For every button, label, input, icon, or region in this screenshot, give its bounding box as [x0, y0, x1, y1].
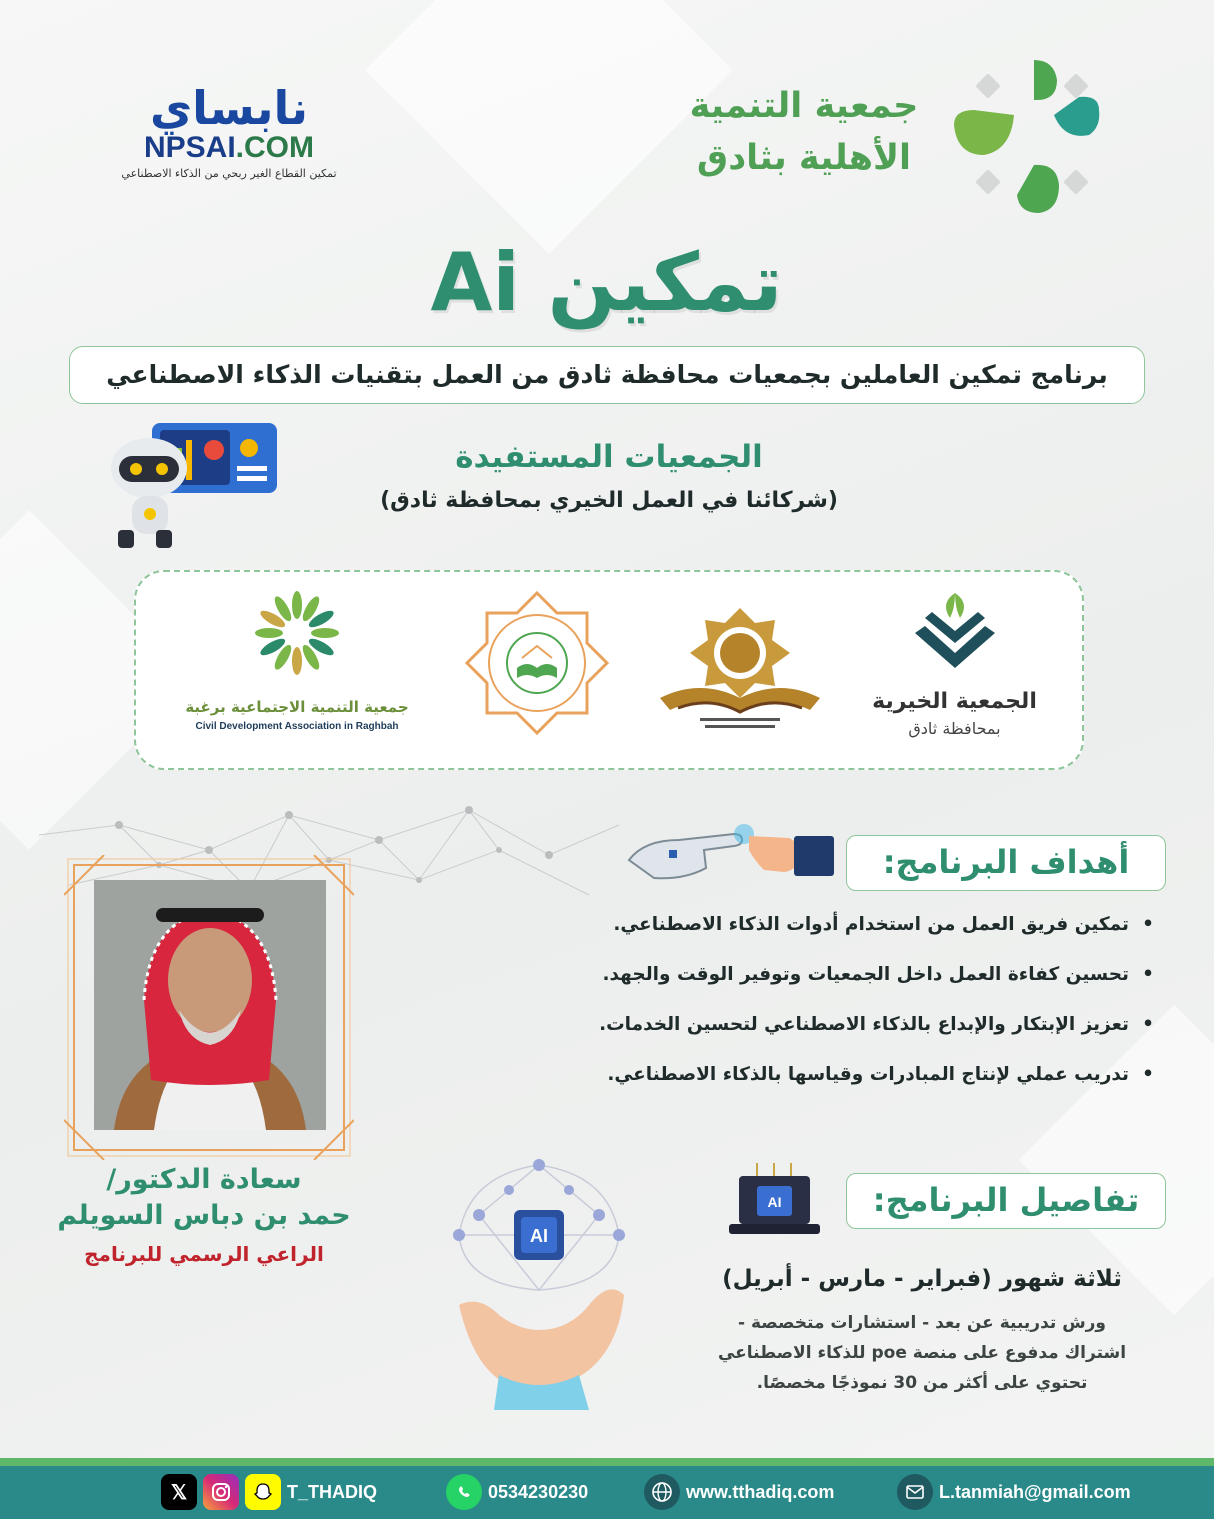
npsai-logo — [105, 81, 355, 195]
partners-panel — [135, 570, 1085, 770]
npsai-domain-tld: .COM — [236, 131, 315, 164]
sponsor-portrait-image — [95, 880, 327, 1130]
goal-text: تحسين كفاءة العمل داخل الجمعيات وتوفير الوقت والجهد. — [603, 964, 1130, 985]
bullet-icon: • — [1143, 1064, 1155, 1085]
raghbah-star-logo-icon — [253, 588, 343, 678]
npsai-domain — [105, 131, 355, 165]
partner-name: جمعية التنمية الاجتماعية برغبة — [186, 698, 410, 716]
goal-text: تمكين فريق العمل من استخدام أدوات الذكاء الاصطناعي. — [614, 914, 1130, 935]
ai-chip-hand-icon — [440, 1155, 640, 1415]
sponsor-title: سعادة الدكتور/ — [107, 1164, 303, 1195]
quran-book-logo-icon — [651, 588, 831, 738]
email-icon[interactable] — [898, 1474, 934, 1510]
association-name-line2: الأهلية بثادق — [697, 138, 913, 178]
email-address[interactable]: L.tanmiah@gmail.com — [940, 1481, 1132, 1502]
ai-chip-label: AI — [531, 1226, 549, 1246]
association-logo-icon — [940, 55, 1120, 225]
footer-accent-strip — [0, 1458, 1215, 1466]
beneficiaries-section — [300, 436, 920, 520]
partner-logo-charity-thadiq — [868, 588, 1043, 758]
npsai-domain-name: NPSAI — [144, 131, 237, 164]
association-name-line1: جمعية التنمية — [690, 86, 920, 126]
beneficiaries-subtitle: (شركائنا في العمل الخيري بمحافظة ثادق) — [381, 488, 839, 513]
whatsapp-icon[interactable] — [447, 1474, 483, 1510]
partner-logo-quran — [648, 588, 833, 758]
sponsor-role: الراعي الرسمي للبرنامج — [85, 1242, 325, 1266]
goal-text: تعزيز الإبتكار والإبداع بالذكاء الاصطناعي لتحسين الخدمات. — [600, 1014, 1130, 1035]
dawah-association-logo-icon — [463, 588, 613, 748]
snapchat-icon[interactable] — [246, 1474, 282, 1510]
sponsor-name: حمد بن دباس السويلم — [58, 1200, 352, 1231]
beneficiaries-title: الجمعيات المستفيدة — [456, 439, 764, 475]
details-line: تحتوي على أكثر من 30 نموذجًا مخصصًا. — [757, 1373, 1089, 1393]
goal-text: تدريب عملي لإنتاج المبادرات وقياسها بالذكاء الاصطناعي. — [608, 1064, 1130, 1085]
footer-phone[interactable] — [447, 1472, 589, 1512]
partner-logo-raghbah — [168, 588, 428, 758]
program-subtitle: برنامج تمكين العاملين بجمعيات محافظة ثادق من العمل بتقنيات الذكاء الاصطناعي — [107, 360, 1109, 389]
partner-name: الجمعية الخيرية — [873, 689, 1038, 714]
details-label: تفاصيل البرنامج: — [847, 1173, 1167, 1229]
partner-name-en: Civil Development Association in Raghbah — [196, 721, 400, 732]
program-details — [663, 1308, 1183, 1398]
website-url[interactable]: www.tthadiq.com — [687, 1481, 836, 1502]
x-twitter-icon[interactable]: 𝕏 — [162, 1474, 198, 1510]
goal-item — [500, 1050, 1160, 1100]
sponsor-photo — [95, 880, 327, 1130]
goals-label: أهداف البرنامج: — [847, 835, 1167, 891]
page-title: تمكين Ai — [431, 236, 784, 329]
footer-social[interactable] — [162, 1472, 378, 1512]
npsai-tagline: تمكين القطاع الغير ربحي من الذكاء الاصطناعي — [122, 167, 338, 180]
goal-item — [500, 1000, 1160, 1050]
goal-item — [500, 950, 1160, 1000]
details-line: اشتراك مدفوع على منصة poe للذكاء الاصطناعي — [718, 1343, 1128, 1363]
robot-human-hands-icon — [625, 810, 840, 890]
bullet-icon: • — [1143, 1014, 1155, 1035]
phone-number[interactable]: 0534230230 — [489, 1481, 590, 1502]
bullet-icon: • — [1143, 914, 1155, 935]
details-line: ورش تدريبية عن بعد - استشارات متخصصة - — [738, 1313, 1107, 1333]
goal-item — [500, 900, 1160, 950]
robot-icon — [105, 418, 285, 553]
partner-logo-dawah — [463, 588, 613, 758]
association-name — [675, 80, 935, 184]
ai-laptop-icon — [728, 1158, 823, 1243]
program-subtitle-box — [70, 346, 1146, 404]
npsai-arabic-wordmark: نابساي — [150, 81, 310, 135]
goals-list — [500, 900, 1160, 1100]
laptop-ai-label: AI — [768, 1194, 783, 1210]
instagram-icon[interactable] — [204, 1474, 240, 1510]
partner-name-sub: بمحافظة ثادق — [909, 719, 1002, 738]
globe-icon[interactable] — [645, 1474, 681, 1510]
footer-website[interactable] — [645, 1472, 835, 1512]
sponsor-info — [30, 1162, 380, 1274]
charity-logo-icon — [901, 588, 1011, 683]
footer-email[interactable] — [898, 1472, 1132, 1512]
program-duration: ثلاثة شهور (فبراير - مارس - أبريل) — [723, 1266, 1123, 1292]
bullet-icon: • — [1143, 964, 1155, 985]
social-handle[interactable]: T_THADIQ — [288, 1481, 378, 1502]
